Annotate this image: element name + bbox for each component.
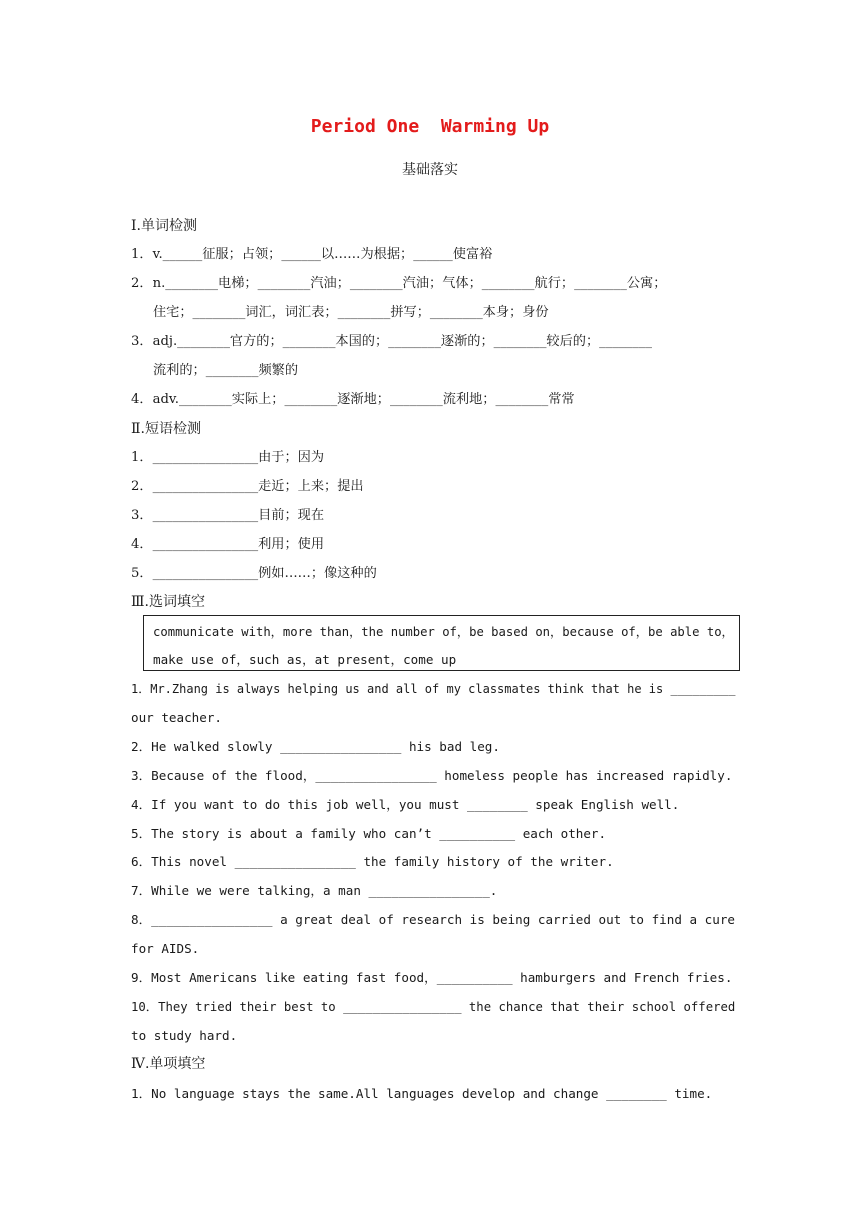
question-line: 6．This novel ________________ the family history of the writer. <box>131 854 614 869</box>
section-heading-fill-in: Ⅲ.选词填空 <box>131 594 205 610</box>
word-bank-line: communicate with，more than，the number of，be based on，because of，be able to， <box>153 624 734 639</box>
word-bank-box <box>143 615 740 671</box>
question-line: 7．While we were talking，a man ________________. <box>131 883 498 898</box>
page-title: Period One Warming Up <box>310 116 550 137</box>
page-subtitle: 基础落实 <box>402 162 458 178</box>
vocab-line: 3．adj.________官方的；________本国的；________逐渐的；________较后的；________ <box>131 334 652 349</box>
vocab-line: 2．n.________电梯；________汽油；________汽油；气体；________航行；________公寓； <box>131 276 667 291</box>
question-line: 3．Because of the flood，________________ homeless people has increased rapidly. <box>131 768 733 783</box>
section-heading-multiple-choice: Ⅳ.单项填空 <box>131 1056 206 1072</box>
vocab-line: 4．adv.________实际上；________逐渐地；________流利地；________常常 <box>131 392 575 407</box>
question-line: 9．Most Americans like eating fast food，__________ hamburgers and French fries. <box>131 970 733 985</box>
question-line: 1．Mr.Zhang is always helping us and all of my classmates think that he is _________ <box>131 681 736 696</box>
phrase-line: 4．________________利用；使用 <box>131 537 325 552</box>
section-heading-phrases: Ⅱ.短语检测 <box>131 421 201 437</box>
section-heading-vocabulary: Ⅰ.单词检测 <box>131 218 197 234</box>
phrase-line: 2．________________走近；上来；提出 <box>131 479 364 494</box>
vocab-line: 1．v.______征服；占领；______以……为根据；______使富裕 <box>131 247 493 262</box>
question-line: to study hard. <box>131 1028 238 1043</box>
question-line: 1．No language stays the same.All languages develop and change ________ time. <box>131 1086 713 1101</box>
phrase-line: 5．________________例如……；像这种的 <box>131 566 377 581</box>
question-line: 2．He walked slowly ________________ his bad leg. <box>131 739 500 754</box>
question-line: 5．The story is about a family who can’t __________ each other. <box>131 826 607 841</box>
vocab-line: 住宅；________词汇，词汇表；________拼写；________本身；身份 <box>153 305 549 320</box>
vocab-line: 流利的；________频繁的 <box>153 363 299 378</box>
question-line: 10．They tried their best to ________________ the chance that their school offered <box>131 999 736 1014</box>
question-line: our teacher. <box>131 710 222 725</box>
phrase-line: 1．________________由于；因为 <box>131 450 325 465</box>
question-line: 8．________________ a great deal of research is being carried out to find a cure <box>131 912 735 927</box>
question-line: for AIDS. <box>131 941 200 956</box>
phrase-line: 3．________________目前；现在 <box>131 508 325 523</box>
word-bank-line: make use of，such as，at present，come up <box>153 652 457 667</box>
question-line: 4．If you want to do this job well，you must ________ speak English well. <box>131 797 680 812</box>
